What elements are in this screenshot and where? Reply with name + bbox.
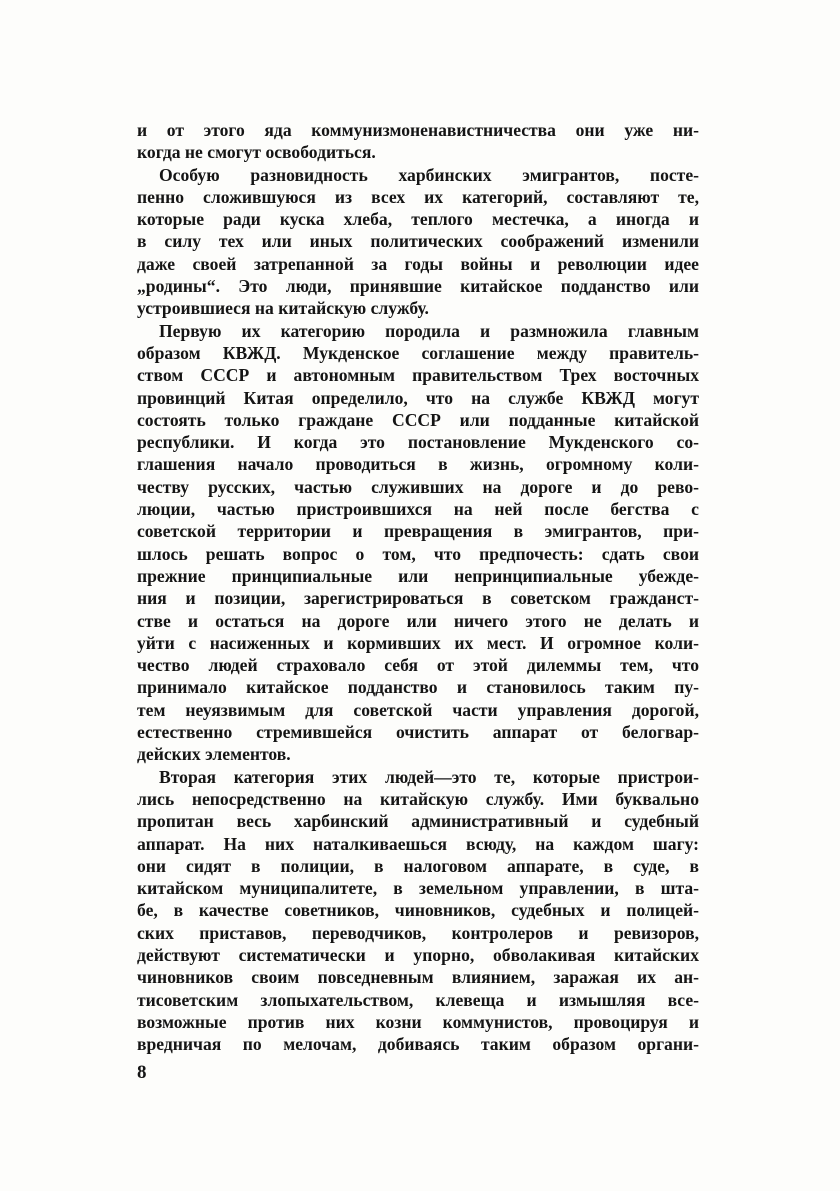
text-line: которые ради куска хлеба, теплого местечка, а иногда и [137,209,699,230]
text-line: ством СССР и автономным правительством Трех восточных [137,365,699,386]
text-line: и от этого яда коммунизмоненавистничества они уже ни- [137,120,699,140]
text-line: дейских элементов. [137,744,291,765]
text-line: действуют систематически и упорно, обволакивая китайских [137,944,699,965]
text-line: даже своей затрепанной за годы войны и революции идее [137,253,699,274]
text-line: тем неуязвимым для советской части управления дорогой, [137,699,699,720]
text-line: глашения начало проводиться в жизнь, огромному коли- [137,454,699,475]
text-line: Вторая категория этих людей—это те, которые пристрои- [159,766,699,787]
text-line: естественно стремившейся очистить аппарат от белогвар- [137,722,699,743]
text-line: уйти с насиженных и кормивших их мест. И огромное коли- [137,632,699,653]
text-line: честву русских, частью служивших на дороге и до рево- [137,476,699,497]
text-line: ния и позиции, зарегистрироваться в советском гражданст- [137,588,699,609]
text-line: прежние принципиальные или непринципиальные убежде- [137,565,699,586]
text-line: принимало китайское подданство и становилось таким пу- [137,677,699,698]
text-line: чество людей страховало себя от этой дилеммы тем, что [137,655,699,676]
body-text [137,119,699,1055]
text-line: лись непосредственно на китайскую службу. Ими буквально [137,788,699,809]
text-line: стве и остаться на дороге или ничего этого не делать и [137,610,699,631]
text-line: шлось решать вопрос о том, что предпочесть: сдать свои [137,543,699,564]
text-line: пенно сложившуюся из всех их категорий, составляют те, [137,186,699,207]
text-line: состоять только граждане СССР или подданные китайской [137,409,699,430]
text-line: люции, частью пристроившихся на ней после бегства с [137,499,699,520]
text-line: провинций Китая определило, что на службе КВЖД могут [137,387,699,408]
text-line: республики. И когда это постановление Мукденского со- [137,432,699,453]
text-line: Первую их категорию породила и размножила главным [159,320,699,341]
text-line: чиновников своим повседневным влиянием, заражая их ан- [137,967,699,988]
text-line: тисоветским злопыхательством, клевеща и измышляя все- [137,989,699,1010]
page-number: 8 [137,1062,147,1083]
text-line: они сидят в полиции, в налоговом аппарате, в суде, в [137,855,699,876]
text-line: китайском муниципалитете, в земельном управлении, в шта- [137,878,699,899]
text-line: пропитан весь харбинский административный и судебный [137,811,699,832]
text-line: бе, в качестве советников, чиновников, судебных и полицей- [137,900,699,921]
text-line: когда не смогут освободиться. [137,142,376,163]
text-line: „родины“. Это люди, принявшие китайское подданство или [137,276,699,297]
text-line: в силу тех или иных политических соображений изменили [137,231,699,252]
text-line: образом КВЖД. Мукденское соглашение между правитель- [137,342,699,363]
text-line: аппарат. На них наталкиваешься всюду, на каждом шагу: [137,833,699,854]
text-line: Особую разновидность харбинских эмигрантов, посте- [159,164,699,185]
text-line: ских приставов, переводчиков, контролеров и ревизоров, [137,922,699,943]
text-line: возможные против них козни коммунистов, провоцируя и [137,1011,699,1032]
text-line: советской территории и превращения в эмигрантов, при- [137,521,699,542]
text-line: вредничая по мелочам, добиваясь таким образом органи- [137,1034,699,1055]
text-line: устроившиеся на китайскую службу. [137,298,429,319]
